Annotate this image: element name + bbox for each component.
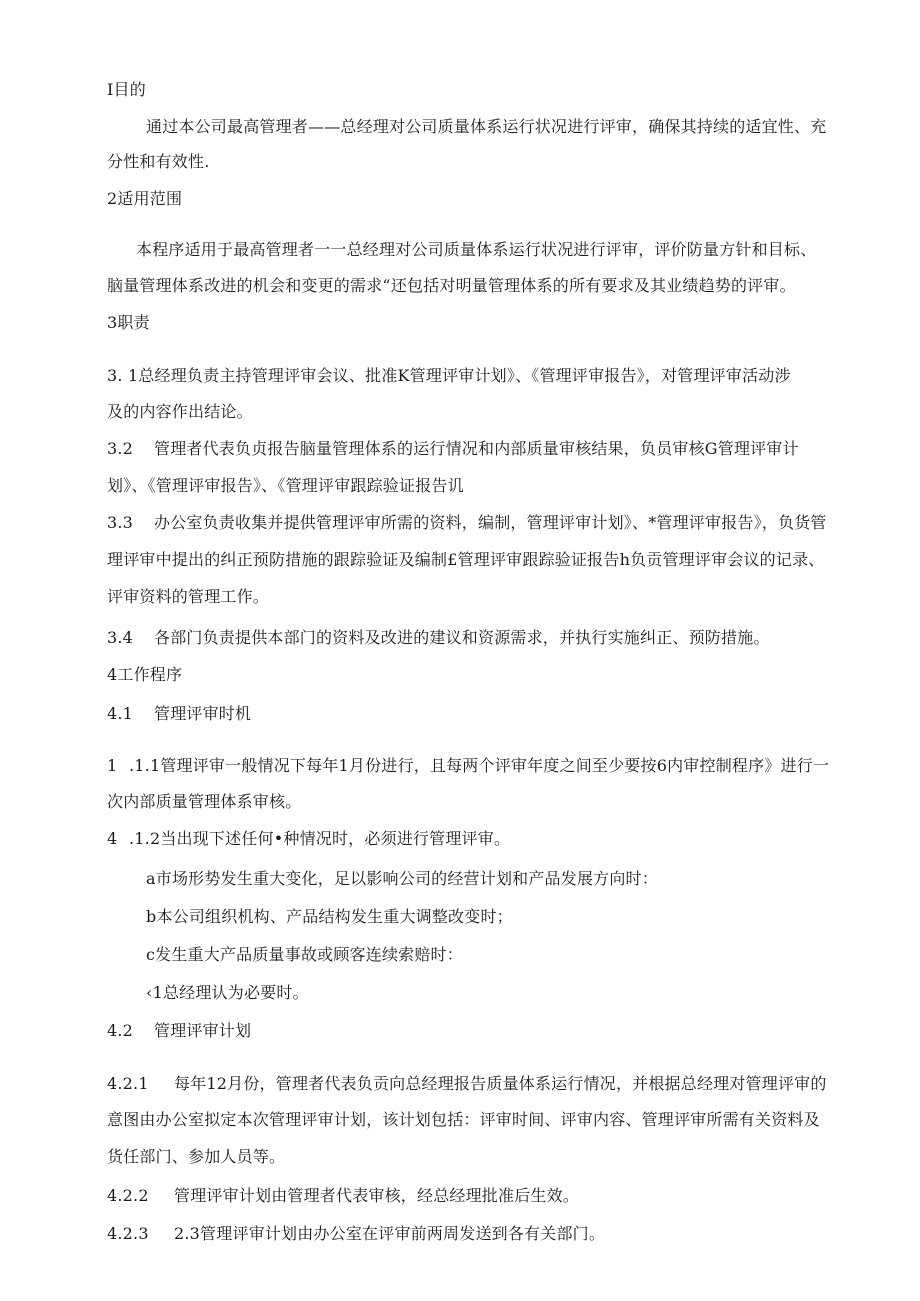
section-number: 4.2.3: [107, 1224, 149, 1243]
list-item: c发生重大产品质量事故或顾客连续索赔时：: [146, 945, 463, 964]
section-number: 3.2: [107, 439, 134, 458]
paragraph-line: 2.3管理评审计划由办公室在评审前两周发送到各有关部门。: [174, 1224, 606, 1243]
paragraph-line: 办公室负责收集并提供管理评审所需的资料，编制，管理评审计划》、*管理评审报告》，负货管: [154, 513, 827, 532]
paragraph-line: 次内部质量管理体系审核。: [107, 792, 302, 811]
section-number: 4.2.2: [107, 1186, 149, 1205]
paragraph-line: 货任部门、参加人员等。: [107, 1147, 286, 1166]
subheading: 管理评审时机: [154, 704, 252, 723]
paragraph-line: 意图由办公室拟定本次管理评审计划，该计划包括：评审时间、评审内容、管理评审所需有关资料及: [107, 1110, 820, 1129]
heading-procedure: 4工作程序: [107, 665, 183, 684]
section-number: 4.2.1: [107, 1074, 149, 1093]
paragraph-line: 每年12月份，管理者代表负贡向总经理报告质量体系运行情况，并根据总经理对管理评审的: [174, 1074, 827, 1093]
paragraph-line: 理评审中提出的纠正预防措施的跟踪验证及编制£管理评审跟踪验证报告h负贡管理评审会议的记录、: [107, 550, 825, 569]
list-item: ‹1总经理认为必要时。: [146, 983, 309, 1002]
paragraph-line: 及的内容作出结论。: [107, 402, 253, 421]
paragraph-line: 管理者代表负贞报告脑量管理体系的运行情况和内部质量审核结果，负员审核G管理评审计: [154, 439, 799, 458]
section-number: 3.4: [107, 628, 134, 647]
subheading: 管理评审计划: [154, 1021, 252, 1040]
paragraph-line: 各部门负责提供本部门的资料及改进的建议和资源需求，并执行实施纠正、预防措施。: [154, 628, 770, 647]
list-item: a市场形势发生重大变化，足以影响公司的经营计划和产品发展方向时：: [146, 869, 658, 888]
paragraph-line: 评审资料的管理工作。: [107, 587, 270, 606]
paragraph-line: 3. 1总经理负责主持管理评审会议、批准K管理评审计划》、《管理评审报告》，对管理评审活动涉: [107, 366, 791, 385]
paragraph-line: 脑量管理体系改进的机会和变更的需求“还包括对明量管理体系的所有要求及其业绩趋势的评审。: [107, 276, 796, 295]
paragraph-line: 划》、《管理评审报告》、《管理评审跟踪验证报告讥: [107, 476, 464, 495]
heading-scope: 2适用范围: [107, 189, 183, 208]
heading-responsibilities: 3职责: [107, 313, 150, 332]
paragraph-line: 通过本公司最高管理者——总经理对公司质量体系运行状况进行评审，确保其持续的适宜性、充: [146, 117, 827, 136]
section-number: 4.1: [107, 704, 134, 723]
paragraph-line: .1.1管理评审一般情况下每年1月份进行，且每两个评审年度之间至少要按6内审控制程序》进行一: [129, 756, 830, 775]
heading-purpose: I目的: [107, 80, 146, 99]
paragraph-line: 本程序适用于最高管理者一一总经理对公司质量体系运行状况进行评审，评价防量方针和目标、: [136, 240, 817, 259]
list-item: b本公司组织机构、产品结构发生重大调整改变时；: [146, 907, 513, 926]
paragraph-line: 分性和有效性.: [107, 152, 210, 171]
section-number: 3.3: [107, 513, 134, 532]
paragraph-line: .1.2当出现下述任何•种情况时，必须进行管理评审。: [129, 829, 511, 848]
section-number: 1: [107, 756, 118, 775]
section-number: 4: [107, 829, 118, 848]
paragraph-line: 管理评审计划由管理者代表审核，经总经理批准后生效。: [174, 1186, 580, 1205]
section-number: 4.2: [107, 1021, 134, 1040]
